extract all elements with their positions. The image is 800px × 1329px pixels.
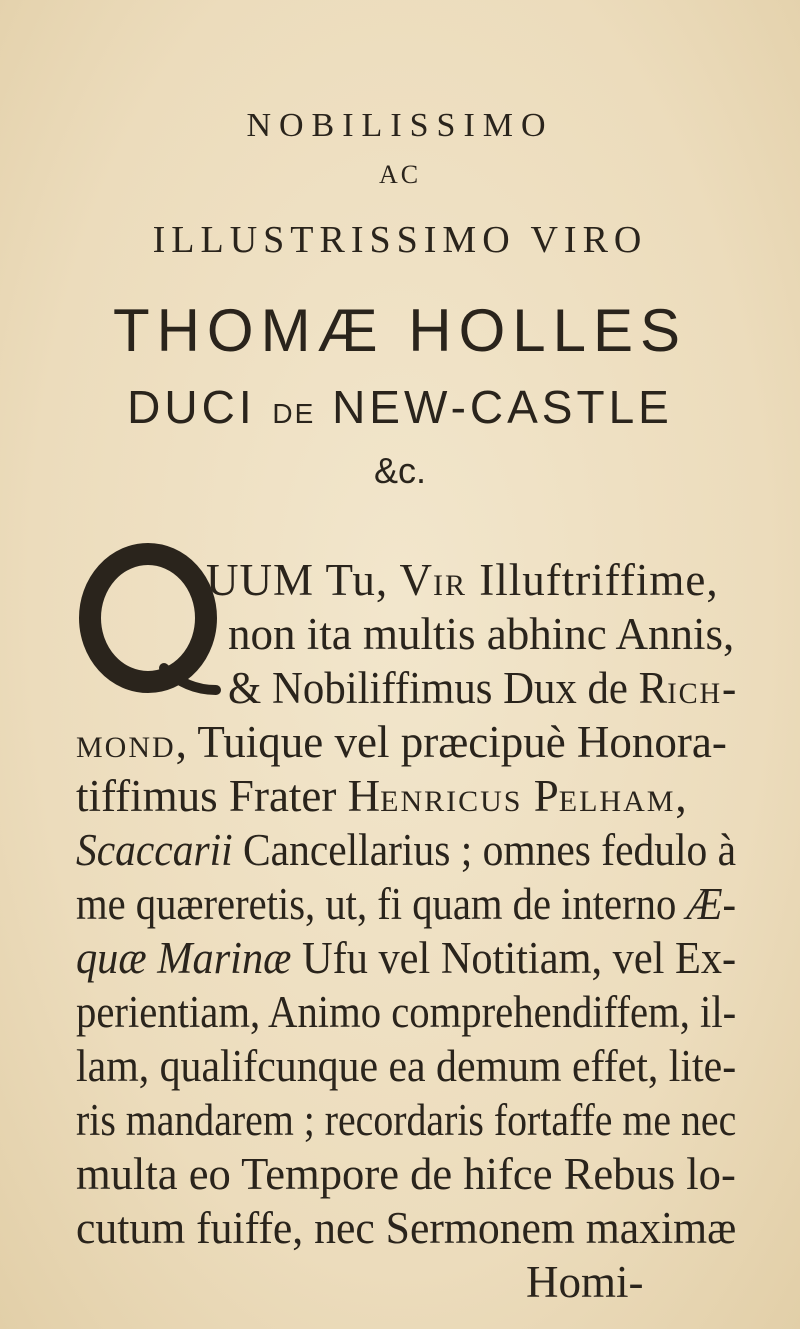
text-line-10: lam, qualifcunque ea demum effet, lite- [76,1041,737,1091]
text-line-5-e: , [675,771,687,821]
text-line-7 [76,879,737,929]
text-line-3-a: & Nobiliffimus Dux de R [228,663,668,713]
drop-cap-ornament [76,540,226,700]
dedication-de: DE [272,398,316,429]
dedication-line-name: THOMÆ HOLLES [112,297,688,364]
dedication-line-etc: &c. [373,450,426,491]
text-line-1-a: UUM Tu, V [206,555,434,605]
text-line-2: non ita multis abhinc Annis, [228,609,735,659]
text-line-7-b: Æ- [686,879,737,929]
text-line-6-a: Scaccarii [76,825,233,875]
dedication-newcastle: NEW-CASTLE [332,381,673,433]
text-line-5-c: P [522,771,559,821]
text-line-4-b: , Tuique vel præcipuè Honora- [175,717,727,767]
dedication-duci: DUCI [127,381,256,433]
drop-cap-q-icon [76,540,226,700]
text-line-4-a: MOND [76,731,176,764]
dedication-line-title [0,380,800,434]
text-line-11: ris mandarem ; recordaris fortaffe me nec [76,1095,737,1145]
text-line-6-b: Cancellarius ; omnes fedulo à [232,825,737,875]
text-line-5-a: tiffimus Frater H [76,771,381,821]
text-line-13: cutum fuiffe, nec Sermonem maximæ [76,1203,737,1253]
dedication-line-nobilissimo: NOBILISSIMO [246,107,554,144]
text-line-7-a: me quæreretis, ut, fi quam de interno [76,879,687,929]
text-line-9: perientiam, Animo comprehendiffem, il- [76,987,737,1037]
text-line-6 [76,825,737,875]
catchword: Homi- [526,1257,644,1307]
text-line-12: multa eo Tempore de hifce Rebus lo- [76,1149,736,1199]
text-line-4 [76,717,727,767]
text-line-8-a: quæ Marinæ [76,933,292,983]
dedication-line-illustrissimo-viro: ILLUSTRISSIMO VIRO [152,219,648,261]
dedication-line-ac: AC [378,160,422,189]
text-line-5-d: ELHAM [558,785,676,818]
text-line-3-b: ICH [667,677,723,710]
text-line-3 [228,663,737,713]
text-line-8-b: Ufu vel Notitiam, vel Ex- [291,933,737,983]
drop-cap-letter: Q [147,640,149,641]
text-line-5-b: ENRICUS [380,785,523,818]
text-line-8 [76,933,737,983]
text-line-5 [76,771,687,821]
text-line-1-c: Illuftriffime, [467,555,719,605]
text-line-1 [206,555,719,605]
text-line-3-c: - [722,663,737,713]
text-line-1-b: IR [433,569,468,602]
